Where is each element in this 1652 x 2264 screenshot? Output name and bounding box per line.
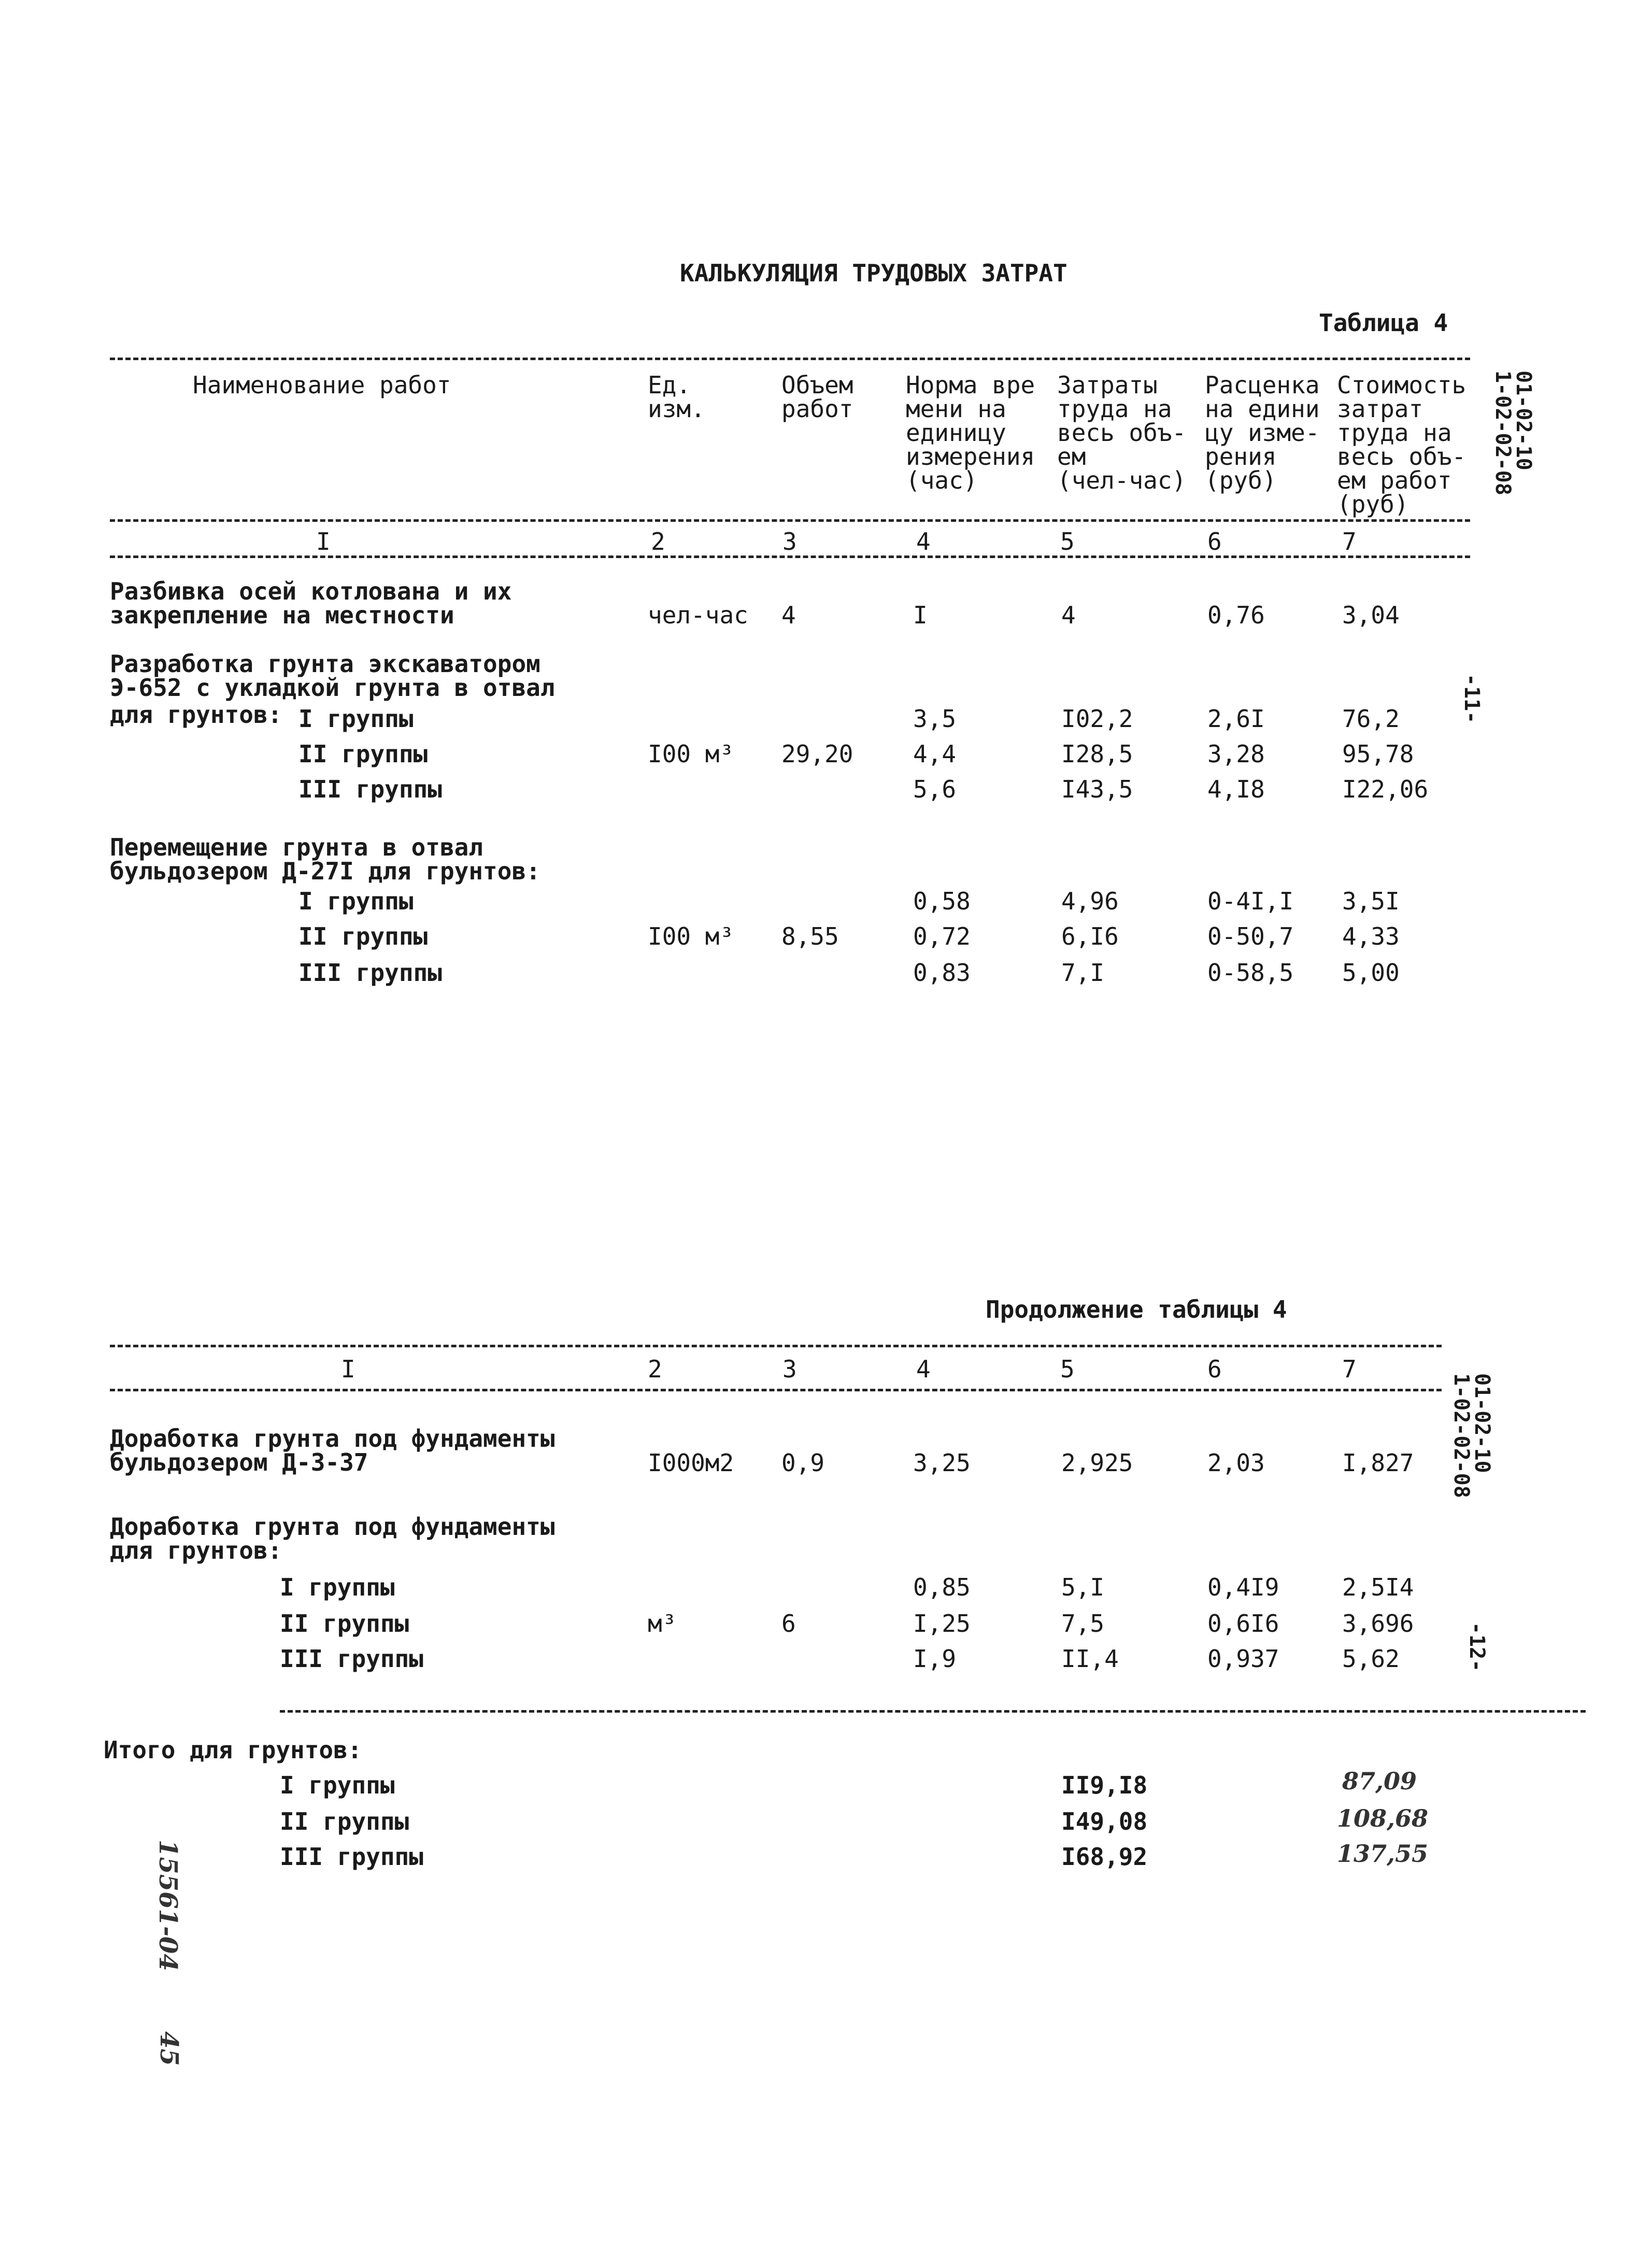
rate-cell: 2,6I <box>1207 705 1265 733</box>
work-name: Доработка грунта под фундаменты бульдозером Д-3-37 <box>110 1425 555 1476</box>
rate-cell: 0,6I6 <box>1207 1610 1279 1638</box>
work-name: Доработка грунта под фундаменты для грунтов: <box>110 1513 555 1564</box>
rate-cell: 0-50,7 <box>1207 922 1294 950</box>
rate-cell: 0-4I,I <box>1207 887 1294 915</box>
group-label: III группы <box>280 1645 423 1673</box>
cost-cell: 5,00 <box>1342 959 1400 987</box>
totals-label: Итого для грунтов: <box>104 1736 362 1764</box>
volume-cell: 29,20 <box>781 740 853 768</box>
norm-cell: 3,5 <box>913 705 957 733</box>
labor-cell: 7,I <box>1061 959 1105 987</box>
volume-cell: 4 <box>781 601 796 629</box>
labor-cell: I43,5 <box>1061 775 1133 803</box>
rate-cell: 0,4I9 <box>1207 1573 1279 1601</box>
column-number-4: 4 <box>916 1355 931 1383</box>
column-number-7: 7 <box>1342 528 1357 556</box>
norm-cell: 5,6 <box>913 775 957 803</box>
column-number-1: I <box>341 1355 355 1383</box>
header-unit-rate: Расценка на едини цу изме- рения (руб) <box>1205 371 1320 494</box>
numbers-bottom-rule <box>110 1389 1442 1391</box>
header-labor-cost: Затраты труда на весь объ- ем (чел-час) <box>1057 371 1187 494</box>
rate-cell: 2,03 <box>1207 1449 1265 1477</box>
header-bottom-rule <box>110 519 1470 522</box>
group-label: II группы <box>298 922 428 950</box>
column-number-3: 3 <box>782 1355 797 1383</box>
labor-cell: I28,5 <box>1061 740 1133 768</box>
group-label: I группы <box>280 1771 395 1799</box>
labor-total: I49,08 <box>1061 1807 1148 1835</box>
cost-cell: 76,2 <box>1342 705 1400 733</box>
cost-cell: 3,5I <box>1342 887 1400 915</box>
labor-cell: 2,925 <box>1061 1449 1133 1477</box>
column-number-5: 5 <box>1060 528 1075 556</box>
column-number-1: I <box>316 528 331 556</box>
header-total-cost: Стоимость затрат труда на весь объ- ем работ (руб) <box>1337 371 1466 518</box>
work-name-suffix: для грунтов: <box>110 701 282 729</box>
norm-cell: 0,83 <box>913 959 971 987</box>
column-number-6: 6 <box>1207 528 1222 556</box>
inventory-number: 15561-04 <box>153 1840 182 1971</box>
cost-total: 87,09 <box>1342 1767 1417 1795</box>
work-name: Разбивка осей котлована и их закрепление на местности <box>110 577 512 629</box>
group-label: III группы <box>280 1843 423 1871</box>
cost-cell: 3,696 <box>1342 1610 1414 1638</box>
volume-cell: 8,55 <box>781 922 839 950</box>
norm-cell: 4,4 <box>913 740 957 768</box>
cost-cell: 2,5I4 <box>1342 1573 1414 1601</box>
cost-total: 108,68 <box>1337 1804 1429 1832</box>
volume-cell: 0,9 <box>781 1449 825 1477</box>
margin-code-top: 01-02-10 1-02-02-08 <box>1491 371 1535 495</box>
labor-total: II9,I8 <box>1061 1771 1148 1799</box>
table-top-rule <box>110 358 1470 360</box>
labor-cell: 6,I6 <box>1061 922 1119 950</box>
labor-cell: II,4 <box>1061 1645 1119 1673</box>
labor-cell: 5,I <box>1061 1573 1105 1601</box>
group-label: I группы <box>280 1573 395 1601</box>
group-label: I группы <box>298 705 414 733</box>
column-number-4: 4 <box>916 528 931 556</box>
column-number-3: 3 <box>782 528 797 556</box>
group-label: II группы <box>298 740 428 768</box>
rate-cell: 0-58,5 <box>1207 959 1294 987</box>
column-number-2: 2 <box>648 1355 662 1383</box>
unit-cell: чел-час <box>648 601 748 629</box>
group-label: I группы <box>298 887 414 915</box>
group-label: III группы <box>298 775 442 803</box>
rate-cell: 0,76 <box>1207 601 1265 629</box>
unit-cell: I00 м³ <box>648 922 734 950</box>
unit-cell: I00 м³ <box>648 740 734 768</box>
numbers-bottom-rule <box>110 556 1470 558</box>
cost-cell: 3,04 <box>1342 601 1400 629</box>
sheet-number: 45 <box>154 2031 183 2066</box>
norm-cell: 3,25 <box>913 1449 971 1477</box>
page-number-top: -11- <box>1460 674 1484 724</box>
labor-cell: 7,5 <box>1061 1610 1105 1638</box>
labor-cell: 4,96 <box>1061 887 1119 915</box>
cost-total: 137,55 <box>1337 1840 1429 1868</box>
header-time-norm: Норма вре мени на единицу измерения (час) <box>906 371 1035 494</box>
column-number-2: 2 <box>651 528 665 556</box>
margin-code-bottom: 01-02-10 1-02-02-08 <box>1449 1373 1494 1498</box>
table-top-rule <box>110 1345 1442 1347</box>
column-number-6: 6 <box>1207 1355 1222 1383</box>
volume-cell: 6 <box>781 1610 796 1638</box>
header-unit: Ед. изм. <box>648 371 705 423</box>
table-label: Таблица 4 <box>1319 309 1448 337</box>
labor-cell: 4 <box>1061 601 1076 629</box>
continuation-label: Продолжение таблицы 4 <box>986 1295 1287 1323</box>
rate-cell: 4,I8 <box>1207 775 1265 803</box>
norm-cell: I,25 <box>913 1610 971 1638</box>
work-name: Перемещение грунта в отвал бульдозером Д-27I для грунтов: <box>110 833 540 885</box>
cost-cell: 95,78 <box>1342 740 1414 768</box>
cost-cell: 5,62 <box>1342 1645 1400 1673</box>
norm-cell: 0,72 <box>913 922 971 950</box>
rate-cell: 0,937 <box>1207 1645 1279 1673</box>
norm-cell: I <box>913 601 928 629</box>
unit-cell: м³ <box>648 1610 677 1638</box>
cost-cell: I,827 <box>1342 1449 1414 1477</box>
page-number-bottom: -12- <box>1465 1622 1489 1672</box>
document-title: КАЛЬКУЛЯЦИЯ ТРУДОВЫХ ЗАТРАТ <box>680 259 1067 287</box>
labor-cell: I02,2 <box>1061 705 1133 733</box>
cost-cell: I22,06 <box>1342 775 1429 803</box>
work-name: Разработка грунта экскаватором Э-652 с укладкой грунта в отвал <box>110 650 555 702</box>
column-number-7: 7 <box>1342 1355 1357 1383</box>
rate-cell: 3,28 <box>1207 740 1265 768</box>
group-label: II группы <box>280 1807 409 1835</box>
header-volume: Объем работ <box>781 371 853 423</box>
group-label: II группы <box>280 1610 409 1638</box>
cost-cell: 4,33 <box>1342 922 1400 950</box>
norm-cell: 0,58 <box>913 887 971 915</box>
group-label: III группы <box>298 959 442 987</box>
labor-total: I68,92 <box>1061 1843 1148 1871</box>
totals-rule <box>280 1710 1586 1713</box>
norm-cell: I,9 <box>913 1645 957 1673</box>
column-number-5: 5 <box>1060 1355 1075 1383</box>
header-work-name: Наименование работ <box>193 371 451 399</box>
norm-cell: 0,85 <box>913 1573 971 1601</box>
unit-cell: I000м2 <box>648 1449 734 1477</box>
